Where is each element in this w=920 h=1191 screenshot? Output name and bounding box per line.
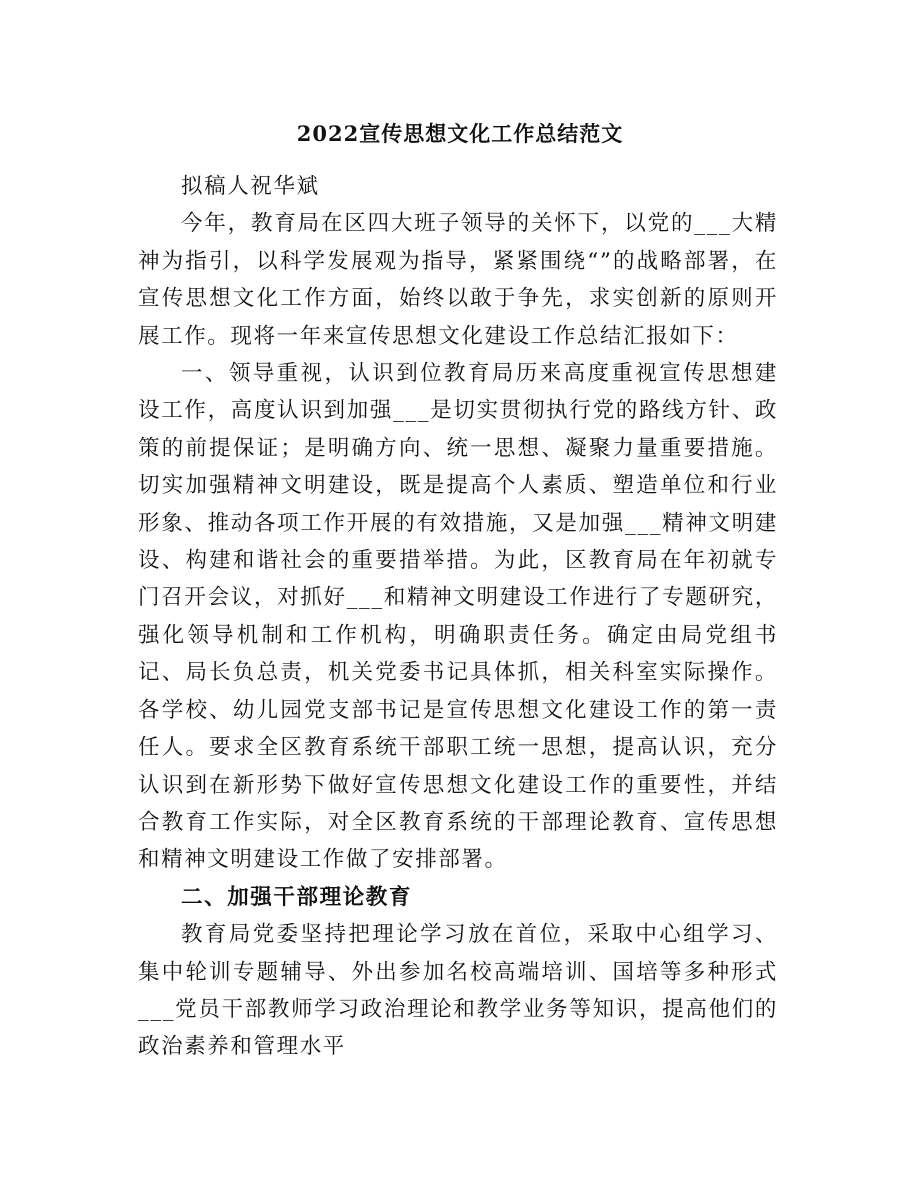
author-line: 拟稿人祝华斌 bbox=[181, 174, 320, 199]
intro-paragraph: 今年，教育局在区四大班子领导的关怀下，以党的___大精神为指引，以科学发展观为指导，紧紧围绕“”的战略部署，在宣传思想文化工作方面，始终以敢于争先，求实创新的原则开展工作。现将一年来宣传思想文化建设工作总结汇报如下： bbox=[138, 211, 778, 349]
section-2-paragraph: 教育局党委坚持把理论学习放在首位，采取中心组学习、集中轮训专题辅导、外出参加名校高端培训、国培等多种形式___党员干部教师学习政治理论和教学业务等知识，提高他们的政治素养和管理水平 bbox=[138, 922, 778, 1060]
section-1-paragraph: 一、领导重视，认识到位教育局历来高度重视宣传思想建设工作，高度认识到加强___是切实贯彻执行党的路线方针、政策的前提保证；是明确方向、统一思想、凝聚力量重要措施。切实加强精神文明建设，既是提高个人素质、塑造单位和行业形象、推动各项工作开展的有效措施，又是加强___精神文明建设、构建和谐社会的重要措举措。为此，区教育局在年初就专门召开会议，对抓好___和精神文明建设工作进行了专题研究，强化领导机制和工作机构，明确职责任务。确定由局党组书记、局长负总责，机关党委书记具体抓，相关科室实际操作。各学校、幼儿园党支部书记是宣传思想文化建设工作的第一责任人。要求全区教育系统干部职工统一思想，提高认识，充分认识到在新形势下做好宣传思想文化建设工作的重要性，并结合教育工作实际，对全区教育系统的干部理论教育、宣传思想和精神文明建设工作做了安排部署。 bbox=[138, 361, 778, 873]
document-body bbox=[138, 168, 778, 1066]
section-2-heading: 二、加强干部理论教育 bbox=[181, 884, 413, 910]
document-title: 2022宣传思想文化工作总结范文 bbox=[296, 121, 624, 146]
